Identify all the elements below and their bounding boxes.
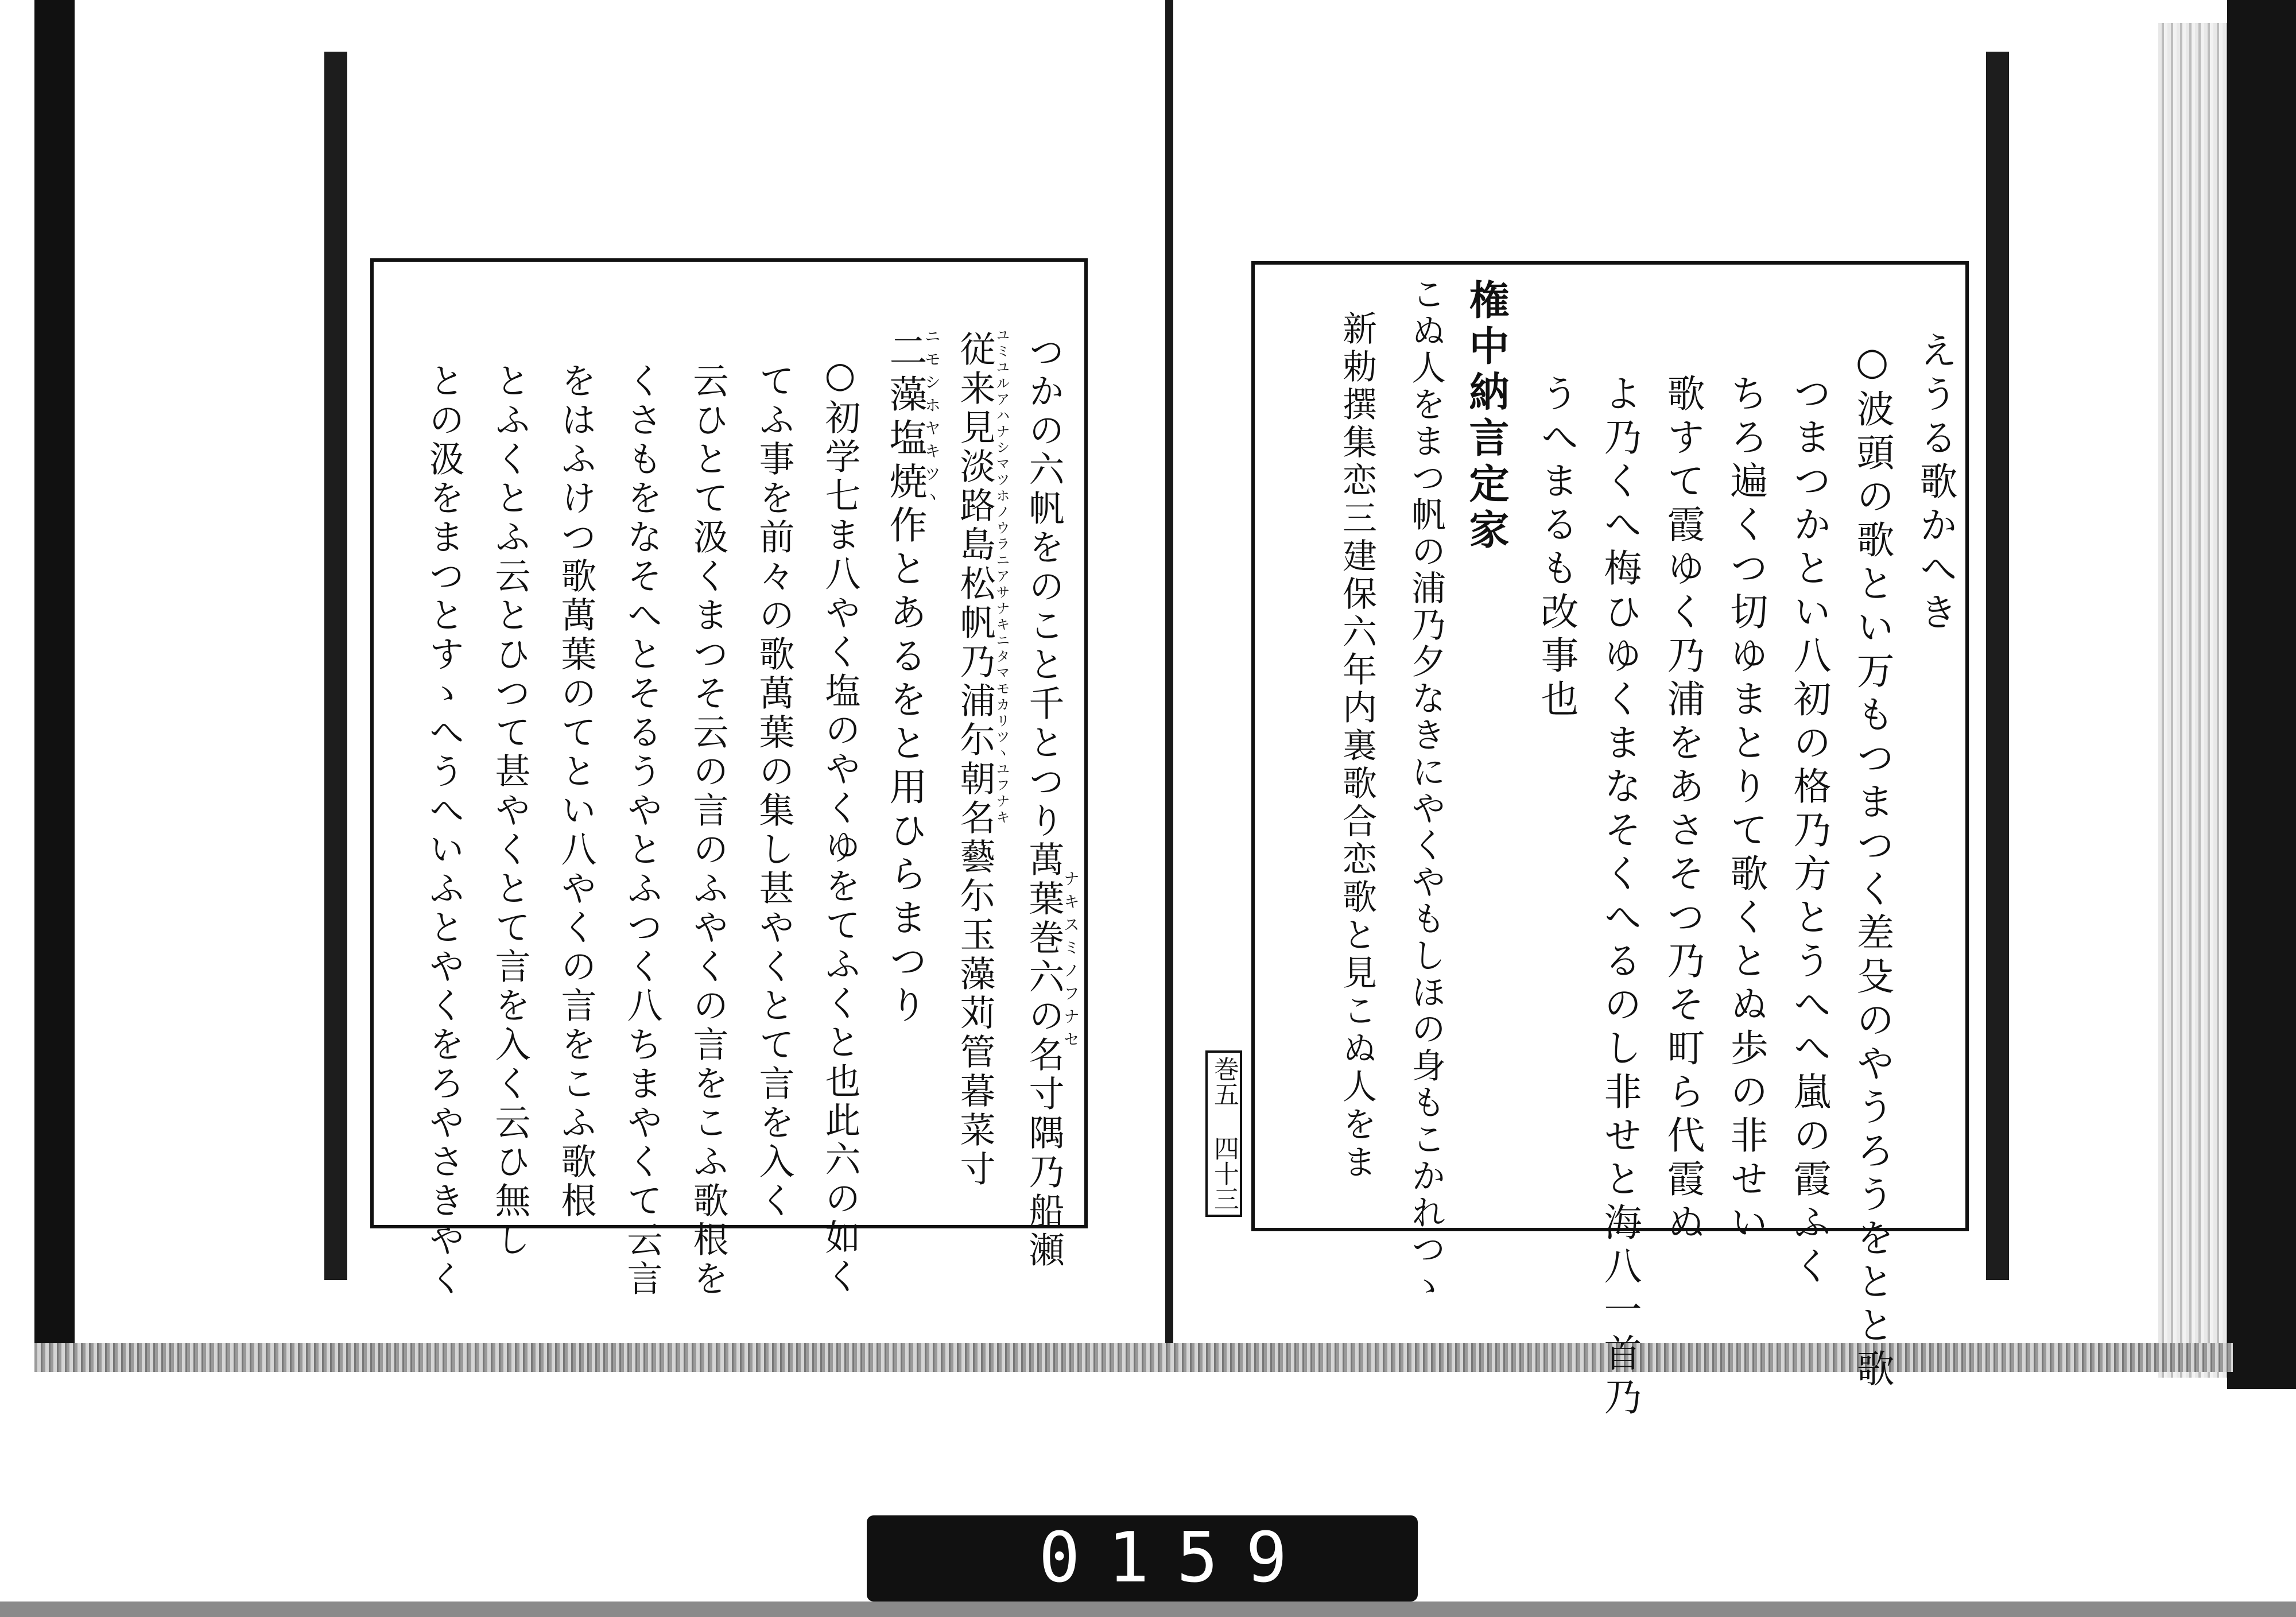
book-edge-right <box>2227 0 2296 1389</box>
ruby-line-3: ニモシホヤキツヽ <box>922 328 941 511</box>
right-line-4: ちろ遍くつ切ゆまとりて歌くとぬ歩の非せい <box>1724 374 1768 1246</box>
right-line-7: うへまるも改事也 <box>1534 374 1578 723</box>
right-line-1: えうる歌かへき <box>1913 331 1957 636</box>
left-line-5: てふ事を前々の歌萬葉の集し甚やくとて言を入く <box>753 362 795 1221</box>
book-gutter <box>1165 0 1173 1360</box>
page-number-label: 四十三 <box>1209 1135 1239 1211</box>
right-line-6: よ乃くへ梅ひゆくまなそくへるのし非せと海八一首乃 <box>1597 374 1642 1421</box>
left-line-9: とふくとふ云とひつて甚やくとて言を入く云ひ無し <box>489 362 531 1260</box>
left-line-10: との汲をまつとすゝへうへいふとやくをろやさきやく <box>423 362 465 1299</box>
scanner-bottom-bar <box>0 1602 2296 1617</box>
left-line-1: つかの六帆をのこと千とつり萬葉巻六の名寸隅乃船瀬 <box>1023 334 1065 1270</box>
frame-number: 0159 <box>1038 1518 1315 1598</box>
left-line-3: 二藻塩焼作とあるをと用ひらまつり <box>883 331 927 1029</box>
left-page-frame <box>370 258 1088 1299</box>
left-line-4: ○初学七ま八やく塩のやくゆをてふくと也此六の如く <box>819 354 861 1297</box>
right-line-10: 新勅撰集恋三建保六年内裏歌合恋歌と見こぬ人をま <box>1337 311 1377 1182</box>
poem-line: こぬ人をまつ帆の浦乃夕なきにやくやもしほの身もこかれつゝ <box>1406 276 1446 1305</box>
left-line-2: 従来見淡路島松帆乃浦尓朝名藝尓玉藻苅管暮菜寸 <box>954 331 996 1189</box>
page-border-right <box>1986 52 2009 1280</box>
poet-name: 権中納言定家 <box>1463 279 1510 554</box>
ruby-line-1: ナキスミノフナセ <box>1061 870 1080 1054</box>
right-page-frame <box>1251 261 1969 1421</box>
page-border-left <box>324 52 347 1280</box>
page-stack-right <box>2158 23 2227 1378</box>
book-bottom-edge <box>34 1343 2233 1372</box>
right-line-2: ○波頭の歌とい万もつまつく差殳のやうろうをとと歌 <box>1850 339 1894 1393</box>
ruby-line-2: ユミユルアハナシマツホノウラニアサナキニタマモカリツヽユフナキ <box>994 328 1010 826</box>
book-edge-left <box>34 0 75 1366</box>
left-line-7: くさもをなそへとそるうやとふつく八ちまやくて云言 <box>621 362 663 1299</box>
volume-page-label <box>1205 1050 1242 1217</box>
volume-label: 巻五 <box>1209 1056 1239 1107</box>
right-line-3: つまつかとい八初の格乃方とうへへ嵐の霞ふく <box>1787 374 1831 1290</box>
left-line-8: をはふけつ歌萬葉のてとい八やくの言をこふ歌根 <box>555 362 597 1221</box>
left-line-6: 云ひとて汲くまつそ云の言のふやくの言をこふ歌根を <box>687 362 729 1299</box>
right-line-5: 歌すて霞ゆく乃浦をあさそつ乃そ町ら代霞ぬ <box>1661 374 1705 1246</box>
